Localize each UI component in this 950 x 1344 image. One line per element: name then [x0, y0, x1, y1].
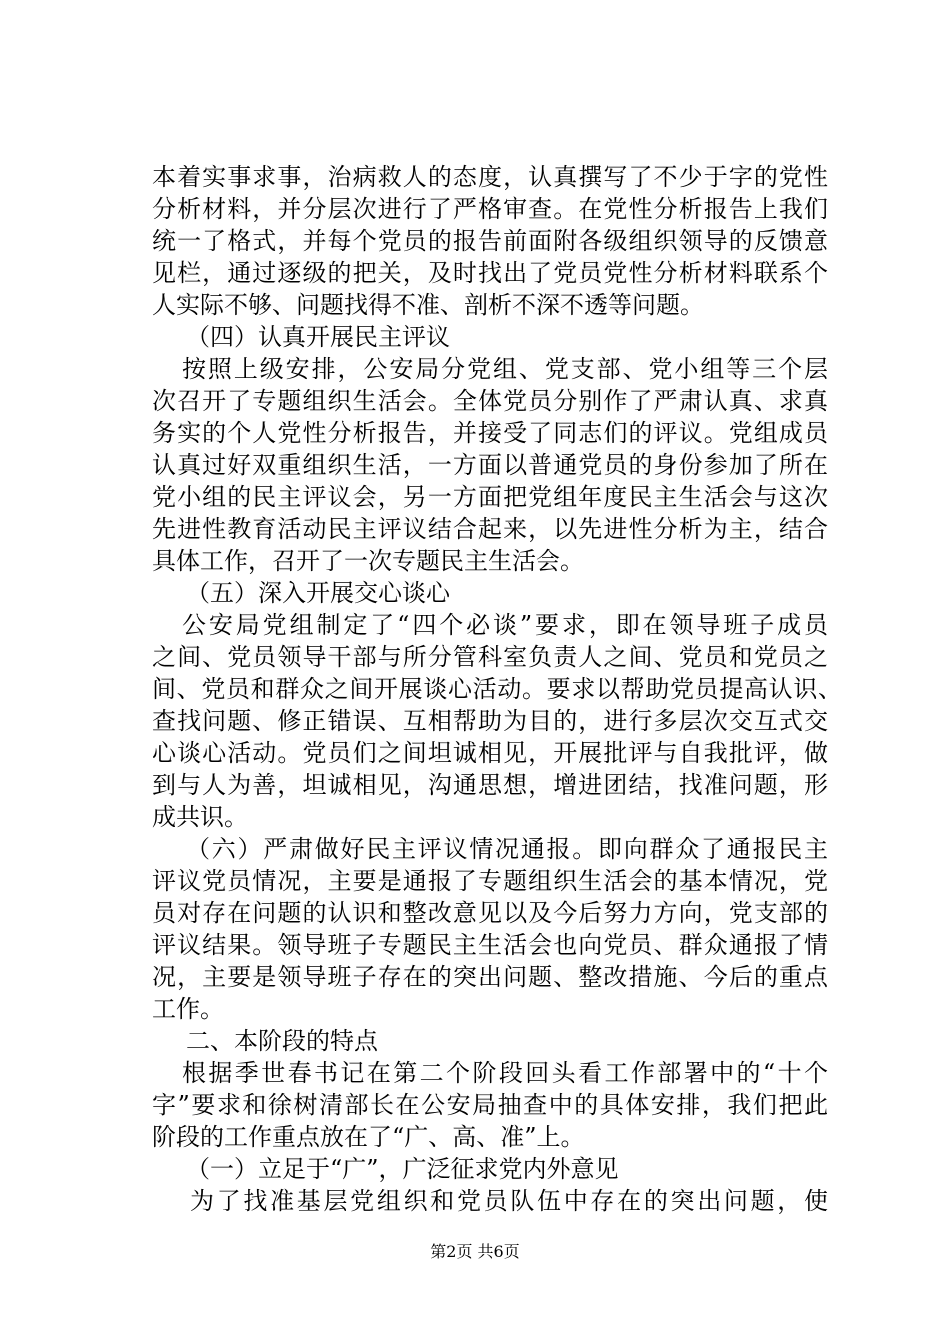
- paragraph-line: 公安局党组制定了“四个必谈”要求，即在领导班子成员: [182, 611, 828, 639]
- paragraph-line: 人实际不够、问题找得不准、剖析不深不透等问题。: [152, 291, 704, 319]
- paragraph-line: 间、党员和群众之间开展谈心活动。要求以帮助党员提高认识、: [152, 675, 842, 703]
- section-heading: （四）认真开展民主评议: [186, 323, 450, 351]
- page-footer: 第2页 共6页: [430, 1242, 520, 1261]
- section-heading: （一）立足于“广”，广泛征求党内外意见: [186, 1155, 619, 1183]
- paragraph-line: 字”要求和徐树清部长在公安局抽查中的具体安排，我们把此: [152, 1091, 828, 1119]
- paragraph-line: 先进性教育活动民主评议结合起来，以先进性分析为主，结合: [152, 515, 828, 543]
- paragraph-line: 心谈心活动。党员们之间坦诚相见，开展批评与自我批评，做: [152, 739, 828, 767]
- section-heading: （五）深入开展交心谈心: [186, 579, 450, 607]
- section-heading: 二、本阶段的特点: [186, 1027, 378, 1055]
- paragraph-line: 评议党员情况，主要是通报了专题组织生活会的基本情况，党: [152, 867, 828, 895]
- paragraph-line: 阶段的工作重点放在了“广、高、准”上。: [152, 1123, 585, 1151]
- paragraph-line: 党小组的民主评议会，另一方面把党组年度民主生活会与这次: [152, 483, 828, 511]
- paragraph-line: 本着实事求事，治病救人的态度，认真撰写了不少于字的党性: [152, 163, 828, 191]
- paragraph-line: 查找问题、修正错误、互相帮助为目的，进行多层次交互式交: [152, 707, 828, 735]
- paragraph-line: 统一了格式，并每个党员的报告前面附各级组织领导的反馈意: [152, 227, 828, 255]
- paragraph-line: 具体工作，召开了一次专题民主生活会。: [152, 547, 584, 575]
- paragraph-line: 到与人为善，坦诚相见，沟通思想，增进团结，找准问题，形: [152, 771, 828, 799]
- paragraph-line: 次召开了专题组织生活会。全体党员分别作了严肃认真、求真: [152, 387, 828, 415]
- paragraph-line: 员对存在问题的认识和整改意见以及今后努力方向，党支部的: [152, 899, 828, 927]
- paragraph-line: 根据季世春书记在第二个阶段回头看工作部署中的“十个: [182, 1059, 828, 1087]
- document-body: [152, 161, 842, 1217]
- paragraph-line: 评议结果。领导班子专题民主生活会也向党员、群众通报了情: [152, 931, 828, 959]
- paragraph-line: 按照上级安排，公安局分党组、党支部、党小组等三个层: [182, 355, 828, 383]
- paragraph-line: 工作。: [152, 995, 224, 1023]
- paragraph-line: 务实的个人党性分析报告，并接受了同志们的评议。党组成员: [152, 419, 828, 447]
- paragraph-line: 之间、党员领导干部与所分管科室负责人之间、党员和党员之: [152, 643, 828, 671]
- paragraph-line: 见栏，通过逐级的把关，及时找出了党员党性分析材料联系个: [152, 259, 828, 287]
- paragraph-line: 为了找准基层党组织和党员队伍中存在的突出问题，使: [190, 1187, 828, 1215]
- paragraph-line: （六）严肃做好民主评议情况通报。即向群众了通报民主: [186, 835, 828, 863]
- paragraph-line: 况，主要是领导班子存在的突出问题、整改措施、今后的重点: [152, 963, 828, 991]
- paragraph-line: 认真过好双重组织生活，一方面以普通党员的身份参加了所在: [152, 451, 828, 479]
- paragraph-line: 成共识。: [152, 803, 248, 831]
- paragraph-line: 分析材料，并分层次进行了严格审查。在党性分析报告上我们: [152, 195, 828, 223]
